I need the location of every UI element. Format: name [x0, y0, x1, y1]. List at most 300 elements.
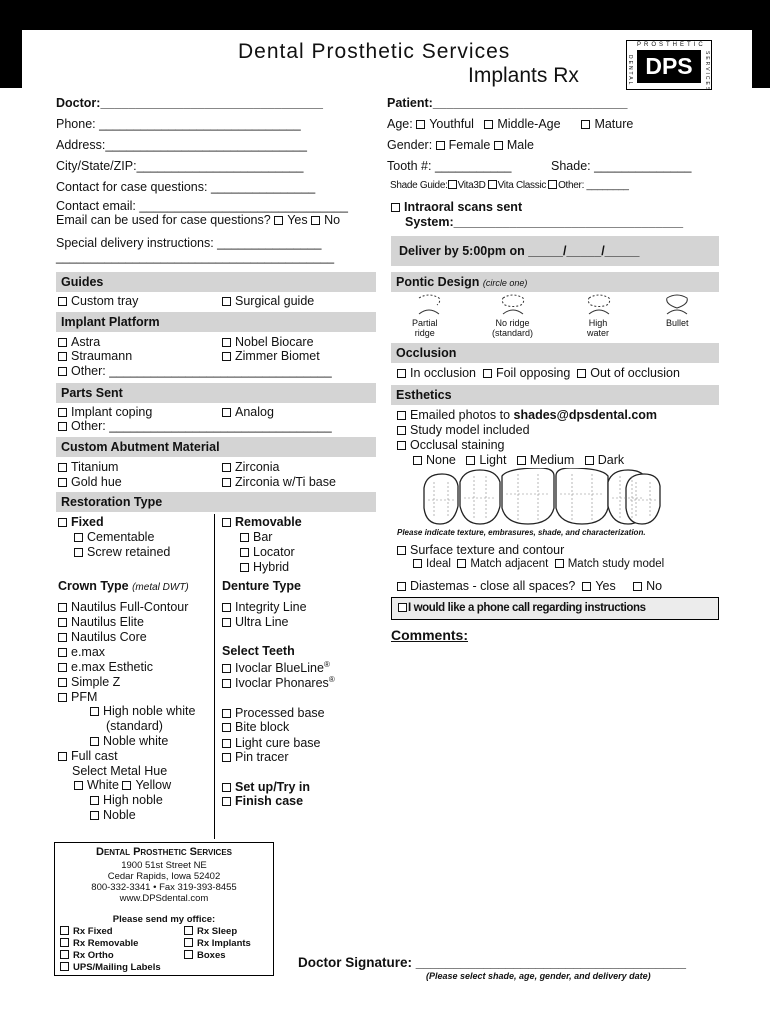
metal-hue-label: Select Metal Hue	[72, 764, 168, 778]
company-title: Dental Prosthetic Services	[238, 40, 511, 63]
fixed-checkbox[interactable]	[58, 518, 67, 527]
zirconia-ti-option	[222, 475, 336, 489]
platform-other-checkbox[interactable]	[58, 367, 67, 376]
rx-removable-checkbox[interactable]	[60, 938, 69, 947]
light-cure-label: Light cure base	[235, 736, 321, 750]
noble-white-label: Noble white	[103, 734, 169, 748]
astra-checkbox[interactable]	[58, 338, 67, 347]
light-cure-option	[222, 736, 320, 750]
titanium-checkbox[interactable]	[58, 463, 67, 472]
logo-text: DPS	[637, 50, 701, 83]
shades-email-link[interactable]: shades@dpsdental.com	[513, 408, 658, 422]
esthetics-header: Esthetics	[391, 385, 719, 405]
rx-removable-label: Rx Removable	[73, 938, 139, 949]
send-title: Please send my office:	[112, 914, 216, 925]
cementable-option	[74, 530, 154, 544]
middle-age-label: Middle-Age	[497, 117, 561, 131]
logo-tiny-text: PROSTHETIC	[637, 42, 706, 48]
gold-hue-label: Gold hue	[71, 475, 122, 489]
staining-checkbox[interactable]	[397, 441, 406, 450]
shade-guide-row	[390, 180, 629, 191]
rx-sleep-option	[184, 926, 237, 937]
foil-checkbox[interactable]	[483, 369, 492, 378]
pin-tracer-checkbox[interactable]	[222, 753, 231, 762]
astra-option	[58, 335, 100, 349]
system-field[interactable]: System:_________________________________	[405, 215, 684, 229]
deliver-by-box[interactable]: Deliver by 5:00pm on _____/_____/_____	[391, 236, 719, 266]
noble-option	[90, 808, 136, 822]
white-checkbox[interactable]	[74, 781, 83, 790]
hybrid-option	[240, 560, 289, 574]
bite-block-label: Bite block	[235, 720, 290, 734]
partial-ridge-base-icon	[419, 310, 439, 314]
crown-checkbox[interactable]	[58, 603, 67, 612]
crown-item	[58, 660, 153, 674]
setup-label: Set up/Try in	[235, 780, 311, 794]
teeth-diagram	[420, 468, 666, 526]
parts-sent-header: Parts Sent	[56, 383, 376, 403]
pontic-option-label: High	[588, 318, 608, 328]
phonares-option	[222, 675, 335, 690]
staining-level-row	[413, 453, 624, 467]
patient-field[interactable]: Patient:____________________________	[387, 96, 628, 110]
tooth-icon	[556, 468, 608, 524]
crown-item	[58, 630, 147, 644]
crown-label: Simple Z	[71, 675, 121, 689]
finish-label: Finish case	[235, 794, 304, 808]
abutment-header: Custom Abutment Material	[56, 437, 376, 457]
vita3d-checkbox[interactable]	[448, 180, 457, 189]
straumann-checkbox[interactable]	[58, 352, 67, 361]
footer-street: 1900 51st Street NE	[121, 860, 207, 871]
city-field[interactable]: City/State/ZIP:________________________	[56, 159, 304, 173]
high-noble-checkbox[interactable]	[90, 796, 99, 805]
bar-label: Bar	[253, 530, 273, 544]
comments-title: Comments:	[391, 627, 469, 643]
tooth-icon	[502, 468, 554, 524]
female-label: Female	[448, 138, 491, 152]
setup-checkbox[interactable]	[222, 783, 231, 792]
footer-phones: 800-332-3341 • Fax 319-393-8455	[91, 882, 237, 893]
none-label: None	[426, 453, 456, 467]
special-instructions-line[interactable]: ________________________________________	[56, 250, 335, 264]
male-label: Male	[506, 138, 534, 152]
bite-block-option	[222, 720, 289, 734]
crown-checkbox[interactable]	[58, 663, 67, 672]
ideal-checkbox[interactable]	[413, 559, 422, 568]
pontic-option-label: No ridge	[495, 318, 530, 328]
mature-checkbox[interactable]	[581, 120, 590, 129]
blueline-checkbox[interactable]	[222, 664, 231, 673]
bar-checkbox[interactable]	[240, 533, 249, 542]
hybrid-label: Hybrid	[253, 560, 290, 574]
locator-checkbox[interactable]	[240, 548, 249, 557]
custom-tray-checkbox[interactable]	[58, 297, 67, 306]
zirconia-option	[222, 460, 279, 474]
crown-label: Nautilus Full-Contour	[71, 600, 189, 614]
cementable-checkbox[interactable]	[74, 533, 83, 542]
zimmer-checkbox[interactable]	[222, 352, 231, 361]
noble-checkbox[interactable]	[90, 811, 99, 820]
rx-ortho-checkbox[interactable]	[60, 950, 69, 959]
signature-note: (Please select shade, age, gender, and delivery date)	[426, 971, 651, 981]
pontic-option-label: (standard)	[492, 328, 534, 338]
processed-base-option	[222, 706, 325, 720]
analog-label: Analog	[235, 405, 274, 419]
pontic-option-label: water	[587, 328, 610, 338]
rx-implants-checkbox[interactable]	[184, 938, 193, 947]
fixed-option	[58, 515, 104, 529]
zimmer-option	[222, 349, 320, 363]
crown-type-title	[58, 579, 189, 593]
full-cast-checkbox[interactable]	[58, 752, 67, 761]
rx-fixed-checkbox[interactable]	[60, 926, 69, 935]
study-model-checkbox[interactable]	[397, 426, 406, 435]
rx-ortho-option	[60, 950, 114, 961]
noble-label: Noble	[103, 808, 136, 822]
pontic-option-label: ridge	[414, 328, 435, 338]
in-occlusion-checkbox[interactable]	[397, 369, 406, 378]
noble-white-checkbox[interactable]	[90, 737, 99, 746]
registered-mark: ®	[328, 675, 335, 684]
diastemas-row	[397, 579, 662, 593]
integrity-option	[222, 600, 307, 614]
special-instructions-field[interactable]: Special delivery instructions: _______________	[56, 236, 322, 250]
email-no-checkbox[interactable]	[311, 216, 320, 225]
dark-checkbox[interactable]	[585, 456, 594, 465]
pontic-option[interactable]	[492, 318, 533, 338]
form-subtitle: Implants Rx	[468, 64, 579, 87]
high-noble-white-option	[90, 704, 195, 718]
analog-checkbox[interactable]	[222, 408, 231, 417]
full-cast-option	[58, 749, 118, 763]
study-model-label: Study model included	[410, 423, 530, 437]
full-cast-label: Full cast	[71, 749, 118, 763]
crown-checkbox[interactable]	[58, 633, 67, 642]
zirconia-label: Zirconia	[235, 460, 280, 474]
parts-other-checkbox[interactable]	[58, 422, 67, 431]
address-field[interactable]: Address:_____________________________	[56, 138, 307, 152]
phone-call-checkbox[interactable]	[398, 603, 407, 612]
rx-implants-option	[184, 938, 251, 949]
gold-hue-checkbox[interactable]	[58, 478, 67, 487]
phonares-checkbox[interactable]	[222, 679, 231, 688]
astra-label: Astra	[71, 335, 101, 349]
footer-city: Cedar Rapids, Iowa 52402	[107, 871, 221, 882]
diastemas-yes-label: Yes	[595, 579, 616, 593]
locator-option	[240, 545, 295, 559]
mature-label: Mature	[594, 117, 634, 131]
boxes-label: Boxes	[197, 950, 226, 961]
study-model-option	[397, 423, 530, 437]
other-shade-field[interactable]: Other: ________	[558, 180, 629, 191]
screw-retained-label: Screw retained	[87, 545, 171, 559]
implant-coping-checkbox[interactable]	[58, 408, 67, 417]
custom-tray-option	[58, 294, 138, 308]
ups-option	[60, 962, 161, 973]
tooth-icon	[424, 474, 458, 524]
surgical-guide-option	[222, 294, 314, 308]
no-ridge-base-icon	[503, 310, 523, 314]
rx-sleep-checkbox[interactable]	[184, 926, 193, 935]
tooth-icon	[626, 474, 660, 524]
crown-type-label: Crown Type	[58, 579, 129, 593]
registered-mark: ®	[323, 660, 330, 669]
nobel-option	[222, 335, 314, 349]
match-study-label: Match study model	[567, 558, 665, 570]
email-yes-label: Yes	[287, 213, 308, 227]
white-label: White	[87, 778, 119, 792]
light-label: Light	[479, 453, 507, 467]
doctor-signature-field[interactable]: Doctor Signature: ____________________________________	[298, 955, 687, 970]
emailed-photos-checkbox[interactable]	[397, 411, 406, 420]
high-noble-white-label: High noble white	[103, 704, 196, 718]
diastemas-no-checkbox[interactable]	[633, 582, 642, 591]
diastemas-label: Diastemas - close all spaces?	[410, 579, 576, 593]
metal-color-row	[74, 778, 171, 792]
high-water-base-icon	[589, 310, 609, 314]
shade-guide-label: Shade Guide:	[390, 180, 448, 191]
rx-implants-label: Rx Implants	[197, 938, 251, 949]
integrity-checkbox[interactable]	[222, 603, 231, 612]
crown-checkbox[interactable]	[58, 678, 67, 687]
noble-white-option	[90, 734, 168, 748]
intraoral-label: Intraoral scans sent	[404, 200, 523, 214]
out-occlusion-checkbox[interactable]	[577, 369, 586, 378]
crown-checkbox[interactable]	[58, 693, 67, 702]
finish-checkbox[interactable]	[222, 797, 231, 806]
surface-texture-option	[397, 543, 564, 557]
guides-header: Guides	[56, 272, 376, 292]
pontic-option-label: Partial	[412, 318, 438, 328]
youthful-checkbox[interactable]	[416, 120, 425, 129]
high-water-pontic-icon	[588, 295, 609, 307]
out-occlusion-label: Out of occlusion	[590, 366, 680, 380]
foil-label: Foil opposing	[495, 366, 571, 380]
vita3d-label: Vita3D	[457, 180, 486, 191]
gender-row	[387, 138, 534, 152]
phone-call-label: I would like a phone call regarding instructions	[408, 602, 646, 614]
rx-removable-option	[60, 938, 138, 949]
contact-email-field[interactable]: Contact email: ______________________________	[56, 199, 348, 213]
crown-item	[58, 615, 144, 629]
rx-sleep-label: Rx Sleep	[197, 926, 238, 937]
contact-questions-field[interactable]: Contact for case questions: _______________	[56, 180, 316, 194]
implant-coping-option	[58, 405, 152, 419]
footer-company: Dental Prosthetic Services	[96, 846, 232, 858]
diastemas-checkbox[interactable]	[397, 582, 406, 591]
in-occlusion-label: In occlusion	[410, 366, 477, 380]
pontic-option[interactable]	[412, 318, 438, 338]
none-checkbox[interactable]	[413, 456, 422, 465]
bullet-base-icon	[667, 310, 687, 314]
screw-retained-checkbox[interactable]	[74, 548, 83, 557]
removable-label: Removable	[235, 515, 302, 529]
ideal-label: Ideal	[426, 558, 451, 570]
denture-type-title: Denture Type	[222, 579, 301, 593]
parts-other-option	[58, 419, 332, 433]
dark-label: Dark	[597, 453, 625, 467]
vita-classic-checkbox[interactable]	[488, 180, 497, 189]
crown-item	[58, 645, 105, 659]
pin-tracer-label: Pin tracer	[235, 750, 289, 764]
email-yes-checkbox[interactable]	[274, 216, 283, 225]
match-adjacent-checkbox[interactable]	[457, 559, 466, 568]
ups-label: UPS/Mailing Labels	[73, 962, 161, 973]
nobel-label: Nobel Biocare	[235, 335, 314, 349]
footer-web[interactable]: www.DPSdental.com	[119, 893, 209, 904]
intraoral-checkbox[interactable]	[391, 203, 400, 212]
locator-label: Locator	[253, 545, 295, 559]
straumann-label: Straumann	[71, 349, 133, 363]
phone-field[interactable]: Phone: _____________________________	[56, 117, 301, 131]
yellow-label: Yellow	[135, 778, 172, 792]
crown-label: e.max Esthetic	[71, 660, 153, 674]
processed-base-label: Processed base	[235, 706, 325, 720]
bar-option	[240, 530, 272, 544]
crown-item	[58, 600, 188, 614]
pontic-option-label: Bullet	[666, 318, 689, 328]
pontic-option[interactable]	[666, 318, 689, 328]
screw-retained-option	[74, 545, 170, 559]
zirconia-ti-label: Zirconia w/Ti base	[235, 475, 336, 489]
middle-age-checkbox[interactable]	[484, 120, 493, 129]
texture-match-row	[413, 558, 664, 570]
platform-other-field[interactable]: Other: ________________________________	[71, 364, 332, 378]
boxes-option	[184, 950, 226, 961]
blueline-option	[222, 660, 330, 675]
doctor-field[interactable]: Doctor:________________________________	[56, 96, 323, 110]
implant-coping-label: Implant coping	[71, 405, 153, 419]
straumann-option	[58, 349, 132, 363]
gold-hue-option	[58, 475, 122, 489]
match-study-checkbox[interactable]	[555, 559, 564, 568]
blueline-label: Ivoclar BlueLine	[235, 661, 324, 676]
zirconia-ti-checkbox[interactable]	[222, 478, 231, 487]
hybrid-checkbox[interactable]	[240, 563, 249, 572]
titanium-option	[58, 460, 118, 474]
titanium-label: Titanium	[71, 460, 119, 474]
characterization-note: Please indicate texture, embrasures, shade, and characterization.	[397, 528, 646, 537]
fixed-label: Fixed	[71, 515, 104, 529]
youthful-label: Youthful	[429, 117, 474, 131]
tooth-icon	[460, 470, 500, 524]
processed-base-checkbox[interactable]	[222, 709, 231, 718]
cementable-label: Cementable	[87, 530, 155, 544]
zirconia-checkbox[interactable]	[222, 463, 231, 472]
crown-item	[58, 690, 97, 704]
comments-area[interactable]	[391, 646, 719, 936]
occlusion-header: Occlusion	[391, 343, 719, 363]
zimmer-label: Zimmer Biomet	[235, 349, 320, 363]
bite-block-checkbox[interactable]	[222, 723, 231, 732]
phonares-label: Ivoclar Phonares	[235, 676, 329, 691]
rx-fixed-option	[60, 926, 113, 937]
rx-ortho-label: Rx Ortho	[73, 950, 114, 961]
logo-left-text: DENTAL	[627, 55, 633, 87]
light-cure-checkbox[interactable]	[222, 739, 231, 748]
age-row	[387, 117, 633, 131]
yellow-checkbox[interactable]	[122, 781, 131, 790]
diastemas-yes-checkbox[interactable]	[582, 582, 591, 591]
match-adjacent-label: Match adjacent	[470, 558, 549, 570]
crown-label: e.max	[71, 645, 106, 659]
surface-texture-label: Surface texture and contour	[410, 543, 565, 557]
emailed-photos-option	[397, 408, 657, 422]
boxes-checkbox[interactable]	[184, 950, 193, 959]
email-question-label: Email can be used for case questions?	[56, 213, 271, 227]
age-label: Age:	[387, 117, 413, 131]
pontic-diagrams	[391, 292, 719, 340]
crown-checkbox[interactable]	[58, 648, 67, 657]
crown-checkbox[interactable]	[58, 618, 67, 627]
surgical-guide-label: Surgical guide	[235, 294, 315, 308]
female-checkbox[interactable]	[436, 141, 445, 150]
partial-ridge-pontic-icon	[419, 295, 440, 305]
tooth-field[interactable]: Tooth #: ___________	[387, 159, 512, 173]
logo-right-text: SERVICES	[704, 51, 710, 93]
surface-texture-checkbox[interactable]	[397, 546, 406, 555]
implant-platform-header: Implant Platform	[56, 312, 376, 332]
gender-label: Gender:	[387, 138, 433, 152]
bullet-pontic-icon	[667, 295, 688, 308]
column-divider	[214, 514, 215, 839]
shade-field[interactable]: Shade: ______________	[551, 159, 692, 173]
high-noble-label: High noble	[103, 793, 163, 807]
pontic-header	[391, 272, 719, 292]
custom-tray-label: Custom tray	[71, 294, 139, 308]
nobel-checkbox[interactable]	[222, 338, 231, 347]
removable-checkbox[interactable]	[222, 518, 231, 527]
parts-other-field[interactable]: Other: ________________________________	[71, 419, 332, 433]
email-no-label: No	[324, 213, 341, 227]
ultra-option	[222, 615, 289, 629]
removable-option	[222, 515, 302, 529]
pontic-title: Pontic Design	[396, 275, 480, 289]
rx-fixed-label: Rx Fixed	[73, 926, 113, 937]
no-ridge-pontic-icon	[502, 295, 523, 307]
ultra-label: Ultra Line	[235, 615, 289, 629]
pontic-note: (circle one)	[482, 278, 528, 288]
select-teeth-title: Select Teeth	[222, 644, 295, 658]
crown-label: Nautilus Elite	[71, 615, 144, 629]
medium-label: Medium	[529, 453, 575, 467]
male-checkbox[interactable]	[494, 141, 503, 150]
high-noble-white-checkbox[interactable]	[90, 707, 99, 716]
crown-label: PFM	[71, 690, 98, 704]
occlusion-row	[397, 366, 680, 380]
surgical-guide-checkbox[interactable]	[222, 297, 231, 306]
emailed-photos-label: Emailed photos to	[410, 408, 511, 422]
high-noble-option	[90, 793, 163, 807]
finish-option	[222, 794, 303, 808]
setup-option	[222, 780, 310, 794]
integrity-label: Integrity Line	[235, 600, 307, 614]
medium-checkbox[interactable]	[517, 456, 526, 465]
crown-item	[58, 675, 120, 689]
crown-label: Nautilus Core	[71, 630, 147, 644]
analog-option	[222, 405, 274, 419]
restoration-header: Restoration Type	[56, 492, 376, 512]
staining-label: Occlusal staining	[410, 438, 505, 452]
ultra-checkbox[interactable]	[222, 618, 231, 627]
intraoral-row	[391, 200, 522, 214]
other-shade-checkbox[interactable]	[548, 180, 557, 189]
light-checkbox[interactable]	[466, 456, 475, 465]
email-question	[56, 213, 340, 227]
ups-checkbox[interactable]	[60, 962, 69, 971]
pontic-option[interactable]	[587, 318, 609, 338]
